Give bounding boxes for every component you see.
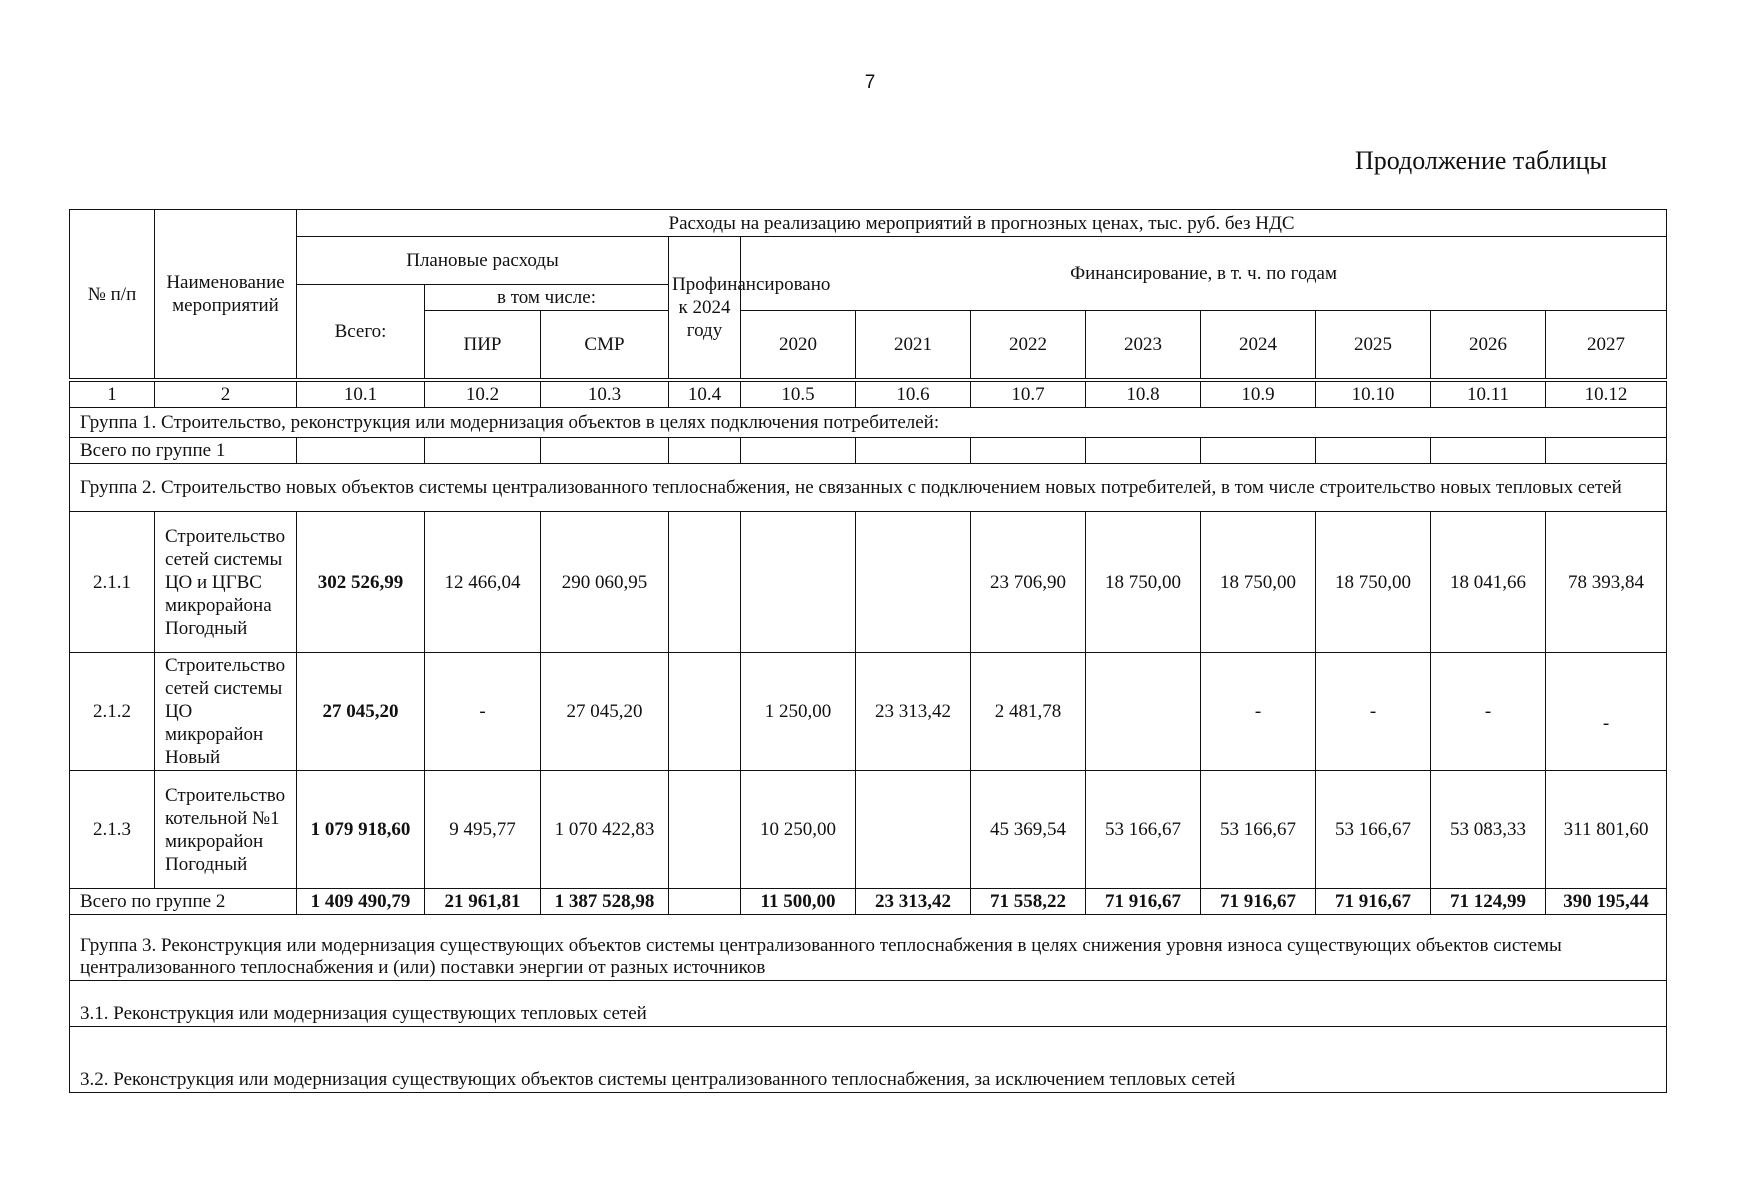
group2-total-year: 71 916,67 bbox=[1086, 889, 1201, 915]
row-year-value: 78 393,84 bbox=[1546, 512, 1667, 653]
header-name: Наименование мероприятий bbox=[155, 210, 297, 379]
header-num: № п/п bbox=[70, 210, 155, 379]
header-total: Всего: bbox=[297, 285, 425, 379]
row-year-value: - bbox=[1201, 653, 1316, 771]
table-cell bbox=[856, 438, 971, 464]
group2-total-value: 1 409 490,79 bbox=[297, 889, 425, 915]
table-cell bbox=[1086, 438, 1201, 464]
group2-total-year: 71 916,67 bbox=[1316, 889, 1431, 915]
column-number: 10.4 bbox=[669, 382, 741, 408]
header-smr: СМР bbox=[541, 311, 669, 379]
table-cell bbox=[971, 438, 1086, 464]
header-planned: Плановые расходы bbox=[297, 237, 669, 285]
row-year-value: - bbox=[1316, 653, 1431, 771]
group2-total-year: 11 500,00 bbox=[741, 889, 856, 915]
column-number: 10.6 bbox=[856, 382, 971, 408]
group2-total-smr: 1 387 528,98 bbox=[541, 889, 669, 915]
table-cell bbox=[741, 438, 856, 464]
row-year-value: 2 481,78 bbox=[971, 653, 1086, 771]
row-total: 1 079 918,60 bbox=[297, 771, 425, 889]
row-year-value: 10 250,00 bbox=[741, 771, 856, 889]
column-number: 10.8 bbox=[1086, 382, 1201, 408]
header-pir: ПИР bbox=[425, 311, 541, 379]
row-year-value: 23 313,42 bbox=[856, 653, 971, 771]
group3-sub1: 3.1. Реконструкция или модернизация существующих тепловых сетей bbox=[70, 981, 1667, 1027]
table-cell bbox=[1431, 438, 1546, 464]
row-num: 2.1.3 bbox=[70, 771, 155, 889]
row-year-value: 53 083,33 bbox=[1431, 771, 1546, 889]
row-year-value: - bbox=[1431, 653, 1546, 771]
header-year: 2025 bbox=[1316, 311, 1431, 379]
row-year-value: 18 750,00 bbox=[1316, 512, 1431, 653]
row-year-value: - bbox=[1546, 653, 1667, 771]
group3-title: Группа 3. Реконструкция или модернизация существующих объектов системы централизованного теплоснабжения в целях снижения уровня износа существующих объектов системы централизованного теплоснабжения и (или) поставки энергии от разных источников bbox=[70, 915, 1667, 981]
column-number: 1 bbox=[70, 382, 155, 408]
header-year: 2022 bbox=[971, 311, 1086, 379]
group2-total-row bbox=[70, 889, 1667, 915]
table-row bbox=[70, 653, 1667, 771]
group2-total-label: Всего по группе 2 bbox=[70, 889, 297, 915]
group1-title: Группа 1. Строительство, реконструкция или модернизация объектов в целях подключения потребителей: bbox=[70, 408, 1667, 438]
table-cell bbox=[1201, 438, 1316, 464]
header-year: 2026 bbox=[1431, 311, 1546, 379]
header-year: 2020 bbox=[741, 311, 856, 379]
header-prefinanced: Профинансировано к 2024 году bbox=[669, 237, 741, 379]
row-year-value: 18 750,00 bbox=[1086, 512, 1201, 653]
header-year: 2023 bbox=[1086, 311, 1201, 379]
row-name: Строительство сетей системы ЦО и ЦГВС микрорайона Погодный bbox=[155, 512, 297, 653]
column-number: 2 bbox=[155, 382, 297, 408]
header-year: 2027 bbox=[1546, 311, 1667, 379]
row-pir: 9 495,77 bbox=[425, 771, 541, 889]
group1-total-row bbox=[70, 438, 1667, 464]
column-number: 10.9 bbox=[1201, 382, 1316, 408]
row-year-value: 18 041,66 bbox=[1431, 512, 1546, 653]
column-number: 10.3 bbox=[541, 382, 669, 408]
header-expenses: Расходы на реализацию мероприятий в прогнозных ценах, тыс. руб. без НДС bbox=[297, 210, 1667, 237]
row-num: 2.1.2 bbox=[70, 653, 155, 771]
continuation-title: Продолжение таблицы bbox=[1355, 146, 1607, 175]
investment-table bbox=[69, 209, 1667, 1093]
group2-total-year: 390 195,44 bbox=[1546, 889, 1667, 915]
row-num: 2.1.1 bbox=[70, 512, 155, 653]
column-number: 10.7 bbox=[971, 382, 1086, 408]
row-smr: 290 060,95 bbox=[541, 512, 669, 653]
row-year-value: 23 706,90 bbox=[971, 512, 1086, 653]
row-year-value: 18 750,00 bbox=[1201, 512, 1316, 653]
row-name: Строительство котельной №1 микрорайон Погодный bbox=[155, 771, 297, 889]
table-cell bbox=[297, 438, 425, 464]
column-number: 10.10 bbox=[1316, 382, 1431, 408]
table-cell bbox=[669, 438, 741, 464]
row-year-value: 53 166,67 bbox=[1086, 771, 1201, 889]
row-year-value: 45 369,54 bbox=[971, 771, 1086, 889]
group2-title: Группа 2. Строительство новых объектов системы централизованного теплоснабжения, не связанных с подключением новых потребителей, в том числе строительство новых тепловых сетей bbox=[70, 464, 1667, 512]
group2-total-pir: 21 961,81 bbox=[425, 889, 541, 915]
row-smr: 27 045,20 bbox=[541, 653, 669, 771]
column-number: 10.1 bbox=[297, 382, 425, 408]
page-number: 7 bbox=[864, 72, 876, 93]
row-year-value bbox=[856, 771, 971, 889]
row-pir: - bbox=[425, 653, 541, 771]
column-number: 10.11 bbox=[1431, 382, 1546, 408]
group2-total-year: 23 313,42 bbox=[856, 889, 971, 915]
row-year-value bbox=[1086, 653, 1201, 771]
table-cell bbox=[541, 438, 669, 464]
header-year: 2024 bbox=[1201, 311, 1316, 379]
row-prefinanced bbox=[669, 771, 741, 889]
row-year-value: 1 250,00 bbox=[741, 653, 856, 771]
row-prefinanced bbox=[669, 512, 741, 653]
row-year-value bbox=[856, 512, 971, 653]
column-number: 10.2 bbox=[425, 382, 541, 408]
table-cell bbox=[425, 438, 541, 464]
row-total: 27 045,20 bbox=[297, 653, 425, 771]
row-prefinanced bbox=[669, 653, 741, 771]
group3-sub2: 3.2. Реконструкция или модернизация существующих объектов системы централизованного теплоснабжения, за исключением тепловых сетей bbox=[70, 1027, 1667, 1093]
group2-total-year: 71 916,67 bbox=[1201, 889, 1316, 915]
row-year-value: 53 166,67 bbox=[1316, 771, 1431, 889]
row-year-value bbox=[741, 512, 856, 653]
table-row bbox=[70, 771, 1667, 889]
row-pir: 12 466,04 bbox=[425, 512, 541, 653]
table-row bbox=[70, 512, 1667, 653]
row-year-value: 311 801,60 bbox=[1546, 771, 1667, 889]
column-numbers-row bbox=[70, 382, 1667, 408]
header-year: 2021 bbox=[856, 311, 971, 379]
row-total: 302 526,99 bbox=[297, 512, 425, 653]
row-smr: 1 070 422,83 bbox=[541, 771, 669, 889]
group1-total-label: Всего по группе 1 bbox=[70, 438, 297, 464]
row-name: Строительство сетей системы ЦО микрорайон Новый bbox=[155, 653, 297, 771]
header-including: в том числе: bbox=[425, 285, 669, 311]
group2-total-year: 71 124,99 bbox=[1431, 889, 1546, 915]
group2-total-year: 71 558,22 bbox=[971, 889, 1086, 915]
column-number: 10.5 bbox=[741, 382, 856, 408]
table-cell bbox=[1546, 438, 1667, 464]
column-number: 10.12 bbox=[1546, 382, 1667, 408]
table-cell bbox=[1316, 438, 1431, 464]
row-year-value: 53 166,67 bbox=[1201, 771, 1316, 889]
header-financing: Финансирование, в т. ч. по годам bbox=[741, 237, 1667, 311]
group2-total-prefinanced bbox=[669, 889, 741, 915]
